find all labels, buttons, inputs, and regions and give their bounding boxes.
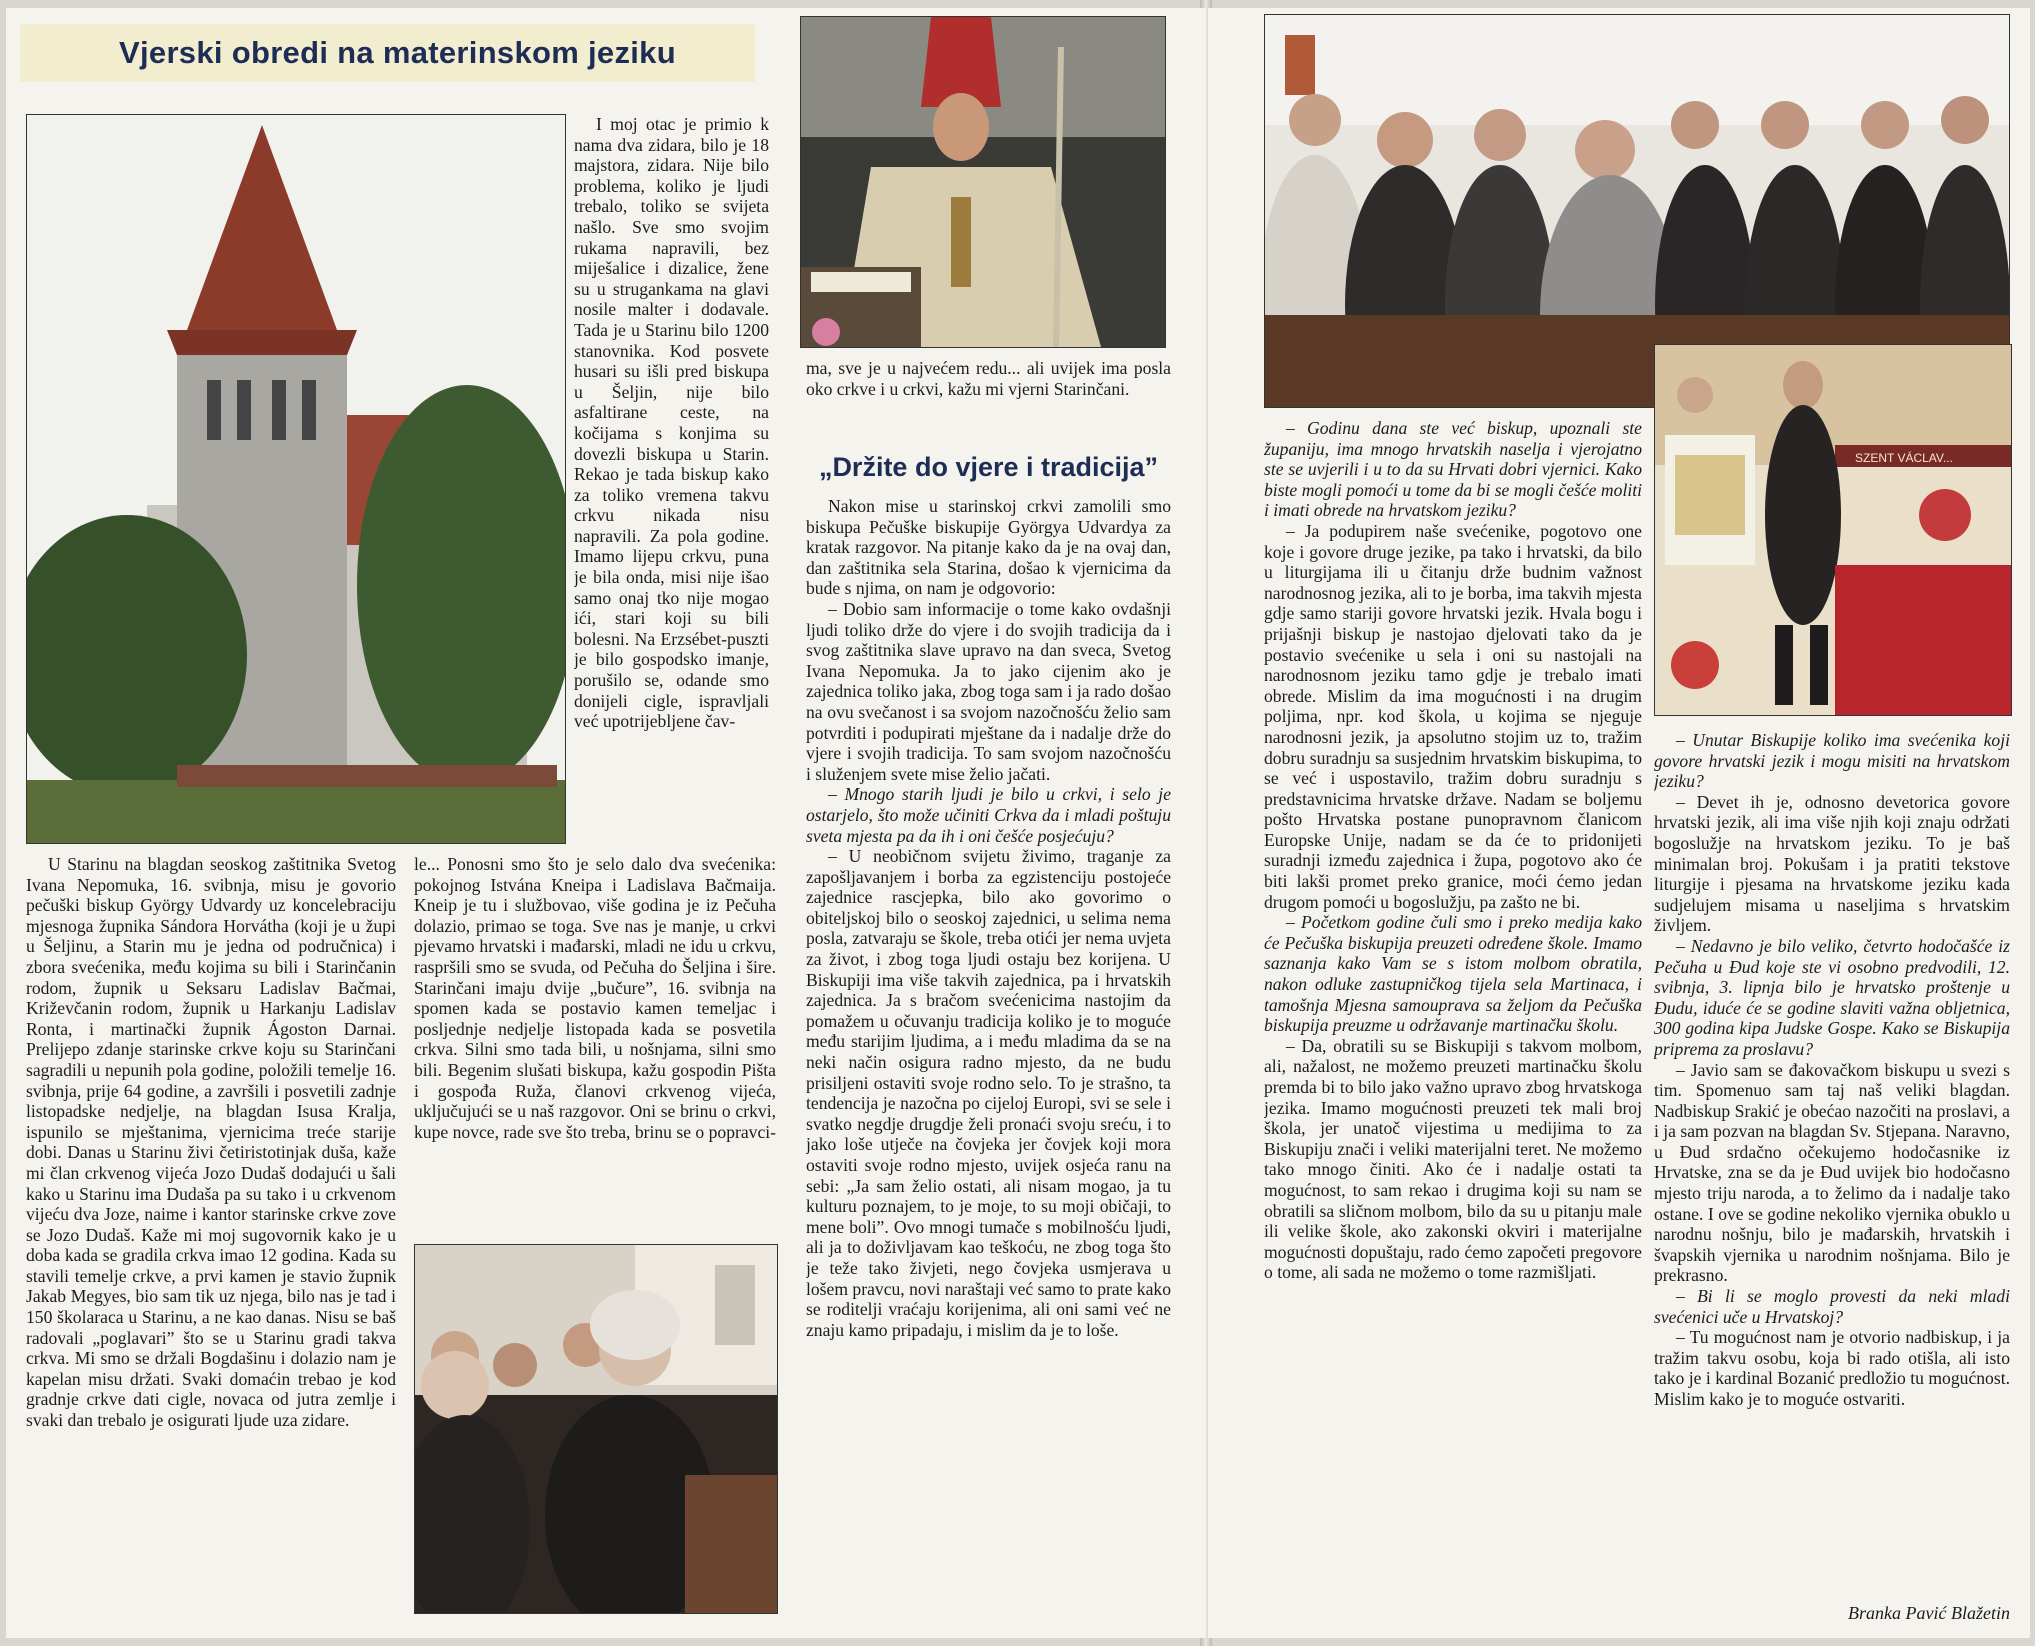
paragraph: – U neobičnom svijetu živimo, traganje za zapošljavanjem i borba za egzistenciju postojeće zajednice rascjepka, bilo ako govorimo o obiteljskoj bilo o seoskoj zajednici, u selima nema posla, zatvaraju se škole, treba otići jer nema uvjeta za život, i zbog toga ljudi ostaju bez korijena. U Biskupiji ima više takvih zajednica, pa i hrvatskih zajednica. Ja s bračom svećenicima nastojim da pomažem u očuvanju tradicija koliko je to moguće među starijim ljudima, a i među mladima da se na neki način osigura radno mjesto, da ne budu prisiljeni ostaviti svoje rodno selo. To je strašno, ta tendencija je nazočna po cijeloj Europi, svi se sele i svatko negdje drugdje želi pronaći svoju sreću, i to jako loše utječe na čovjeka jer čovjek koji mora ostaviti svoje rodno mjesto, uvijek osjeća ranu na sebi: „Ja sam želio ostati, ali nisam mogao, ja tu kulturu poznajem, to je moje, to su moji običaji, to mene boli”. Ovo mnogi tumače s mobilnošću ljudi, ali ja to doživljavam kao teškoću, ne zbog toga što je teže tako živjeti, nego čovjeka usmjerava u lošem pravcu, novi naraštaji već samo to prate kako se roditelji vraćaju korijenima, ali oni sami već ne znaju kamo pripadaju, i mislim da je to loše. (806, 846, 1171, 1340)
paragraph: – Devet ih je, odnosno devetorica govore hrvatski jezik, ali ima više njih koji znaju održati bogoslužje na hrvatskom jeziku. To je baš minimalan broj. Pokušam i ja pratiti tekstove liturgije i pjesama na hrvatskome jeziku kada sudjelujem misama u naseljima s hrvatskim življem. (1654, 791, 2010, 936)
article-title: Vjerski obredi na materinskom jeziku (119, 35, 676, 70)
paragraph: – Da, obratili su se Biskupiji s takvom molbom, ali, nažalost, ne možemo preuzeti martinačku školu premda bi to bilo jako važno upravo zbog hrvatskoga jezika. Imamo mogućnosti preuzeti tek mali broj škola, jer unatoč vijestima u medijima to za Biskupiju znači i veliki materijalni teret. Ne možemo tako mnogo činiti. Ako će i nadalje ostati ta mogućnost, to sam rekao i drugima koji su nam se obratili sa sličnom molbom, bilo da su u pitanju male ili velike škole, ako zakonski okviri i materijalne mogućnosti dopuštaju, rado ćemo započeti pregovore o tome, ali sada ne možemo o tome razmišljati. (1264, 1035, 1642, 1283)
question: – Bi li se moglo provesti da neki mladi svećenici uče u Hrvatskoj? (1654, 1286, 2010, 1327)
paragraph: U Starinu na blagdan seoskog zaštitnika Svetog Ivana Nepomuka, 16. svibnja, misu je govorio pečuški biskup György Udvardy uz koncelebraciju mjesnoga župnika Sándora Horvátha (koji je u župi u Šeljinu, a Starin mu je jedna od područnica) i zbora svećenika, među kojima su bili i Starinčanin rodom, župnik u Seksaru Ladislav Bačmai, Križevčanin rodom, župnik u Harkanju Ladislav Ronta, i martinački župnik Ágoston Darnai. Prelijepo zdanje starinske crkve koju su Starinčani sagradili u nepunih pola godine, položili temelje 16. svibnja, prije 64 godine, a završili i posvetili zadnje listopadske nedjelje, na blagdan Isusa Kralja, ispunilo se mještanima, vjernicima treće starije dobi. Danas u Starinu živi četiristotinjak duša, kaže mi član crkvenog vijeća Jozo Dudaš dodajući u šali kako u Starinu ima Dudaša pa su tako i u crkvenom vijeću dva Joze, naime i kantor starinske crkve zove se Jozo Dudaš. Kaže mi moj sugovornik kako je u doba kada se gradila crkva imao 12 godina. Kada su stavili temelje crkve, a prvi kamen je stavio župnik Jakab Megyes, bio sam tik uz njega, bilo nas je tad i 150 školaraca u Starinu, a ne kao danas. Nisu se baš radovali „poglavari” što se u Starinu gradi takva crkva. Mi smo se držali Bogdašinu i dolazio nam je kapelan misu držati. Svaki domaćin trebao je kod gradnje crkve dati cigle, novaca od jutra zemlje i svaki dan trebalo je osigurati ljude uza zidare. (26, 854, 396, 1431)
column-1-top (574, 114, 769, 842)
column-4 (1264, 418, 1642, 1638)
paragraph: ma, sve je u najvećem redu... ali uvijek ima posla oko crkve i u crkvi, kažu mi vjerni Starinčani. (806, 358, 1171, 399)
altar-banner-text: SZENT VÁCLAV... (1855, 451, 1953, 465)
paragraph: Nakon mise u starinskoj crkvi zamolili smo biskupa Pečuške biskupije Györgya Udvardya za kratak razgovor. Na pitanje kako da je na ovaj dan, dan zaštitnika sela Starina, došao k vjernicima da bude s njima, on nam je odgovorio: (806, 496, 1171, 599)
paragraph: – Javio sam se đakovačkom biskupu u svezi s tim. Spomenuo sam taj naš veliki blagdan. Nadbiskup Srakić je obećao nazočiti na proslavi, a i ja sam pozvan na blagdan Sv. Stjepana. Naravno, u Đud srdačno očekujemo hodočasnike iz Hrvatske, zna se da je Đud uvijek bio hodočasno mjesto triju naroda, a to želimo da i nadalje tako ostane. I ove se godine nekoliko vjernika obuklo u narodnu nošnju, bilo je mađarskih, hrvatskih i švapskih vjernika u narodnim nošnjama. Bilo je prekrasno. (1654, 1059, 2010, 1286)
paragraph: I moj otac je primio k nama dva zidara, bilo je 18 majstora, zidara. Nije bilo problema, koliko je ljudi trebalo, toliko se svijeta našlo. Sve smo svojim rukama napravili, bez miješalice i dizalice, žene su u strugankama na glavi nosile malter i dodavale. Tada je u Starinu bilo 1200 stanovnika. Kod posvete husari su išli pred biskupa u Šeljin, nije bilo asfaltirane ceste, na kočijama s konjima su dovezli biskupa u Starin. Rekao je tada biskup kako za toliko vremena takvu crkvu nikada nisu napravili. Za pola godine. Imamo lijepu crkvu, puna je bila onda, misi nije išao samo onaj tko nije mogao ići, stari koji su bili bolesni. Na Erzsébet-puszti je bilo gospodsko imanje, porušilo se, odande smo donijeli cigle, ispravljali već upotrijebljene čav- (574, 114, 769, 732)
paragraph: – Ja podupirem naše svećenike, pogotovo one koje i govore druge jezike, pa tako i hrvatski, da bilo u liturgijama ili u čitanju drže budnim važnost narodnosnog jezika, ali to je borba, ima takvih mjesta gdje samo stariji govore hrvatski jezik. Hvala bogu i prijašnji biskup je nastojao djelovati tako da je postavio svećenike u sela i oni su nastojali na narodnosnom jeziku tamo gdje je trebalo imati obrede. Mislim da ima mogućnosti i na drugim poljima, npr. kod škola, u kojima se njeguje narodnosni jezik, ja apsolutno stojim uz to, tražim dobru suradnju sa susjednim hrvatskim biskupima, to se već i uspostavilo, tražim dobru suradnju s predstavnicima hrvatske države. Nadam se boljemu pošto Hrvatska postane punopravnom članicom Europske Unije, nadam se da će to pridonijeti suradnji između zajednica i župa, pogotovo ako će biti lakši promet preko granice, moći ćemo jedan drugom pomoći u bogoslužju, pa zašto ne bi. (1264, 520, 1642, 912)
paragraph: – Dobio sam informacije o tome kako ovdašnji ljudi toliko drže do vjere i do svojih tradicija da i svog zaštitnika slave upravo na dan sveca, Svetog Ivana Nepomuka. Ja to jako cijenim ako je zajednica toliko jaka, zbog toga sam i ja rado došao na ovu svečanost i sa svojom nazočnošću želio sam potvrditi i podupirati mještane da i nadalje drže do vjere i svojih tradicija. To sam svojom nazočnošću i služenjem svete mise želio jačati. (806, 598, 1171, 784)
paragraph: le... Ponosni smo što je selo dalo dva svećenika: pokojnog Istvána Kneipa i Ladislava Bačmaija. Kneip je tu i službovao, više godina je iz Pečuha dolazio, primao se toga. Sve nas je manje, u crkvi pjevamo hrvatski i mađarski, mladi ne idu u crkvu, raspršili smo se svuda, od Pečuha do Šeljina i šire. Starinčani imaju dvije „bučure”, 16. svibnja na spomen kada se postavio kamen temeljac i posljednje nedjelje listopada kada se posvetila crkva. Silni smo tada bili, u nošnjama, silni smo bili. Begenim slušati biskupa, kažu gospodin Pišta i gospođa Ruža, članovi crkvenog vijeća, uključujući se u naš razgovor. Oni se brinu o crkvi, kupe novce, rade sve što treba, brinu se o popravci- (414, 854, 776, 1142)
column-1-bottom (26, 854, 396, 1638)
paragraph: – Tu mogućnost nam je otvorio nadbiskup, i ja tražim takvu osobu, koja bi rado otišla, ali isto tako je i kardinal Bozanić predložio tu mogućnost. Mislim kako je to moguće ostvariti. (1654, 1327, 2010, 1409)
women-in-church-photo (414, 1244, 778, 1614)
left-page (6, 8, 1206, 1638)
church-photo (26, 114, 566, 844)
question: – Godinu dana ste već biskup, upoznali ste županiju, ima mnogo hrvatskih naselja i vjerojatno ste se uvjerili i u to da su Hrvati dobri vjernici. Kako biste mogli pomoći u tome da bi se mogli češće moliti i imati obrede na hrvatskom jeziku? (1264, 418, 1642, 521)
author-byline: Branka Pavić Blažetin (1848, 1603, 2010, 1623)
bishop-photo (800, 16, 1166, 348)
headline-bar (20, 24, 755, 82)
question: – Početkom godine čuli smo i preko medija kako će Pečuška biskupija preuzeti određene škole. Imamo saznanja kako Vam se s istom molbom obratila, nakon odluke zastupničkog tijela sela Martinaca, i tamošnja Mjesna samouprava sa željom da Pečuška biskupija preuzme u održavanje martinačku školu. (1264, 912, 1642, 1036)
question: – Unutar Biskupije koliko ima svećenika koji govore hrvatski jezik i mogu misiti na hrvatskom jeziku? (1654, 730, 2010, 792)
column-3-interview (806, 496, 1171, 1636)
right-page (1208, 8, 2030, 1638)
column-5 (1654, 730, 2010, 1606)
question: – Nedavno je bilo veliko, četvrto hodočašće iz Pečuha u Đud koje ste vi osobno predvodili, 12. svibnja, 3. lipnja bilo je hrvatsko proštenje u Đudu, iduće će se godine slaviti važna obljetnica, 300 godina kipa Judske Gospe. Kako se Biskupija priprema za proslavu? (1654, 935, 2010, 1059)
column-2-mid (414, 854, 776, 1234)
question: – Mnogo starih ljudi je bilo u crkvi, i selo je ostarjelo, što može učiniti Crkva da i mladi poštuju sveta mjesta pa da ih i oni češće posjećuju? (806, 784, 1171, 846)
subheading: „Držite do vjere i tradicija” (818, 452, 1159, 482)
altar-reading-photo (1654, 344, 2012, 716)
